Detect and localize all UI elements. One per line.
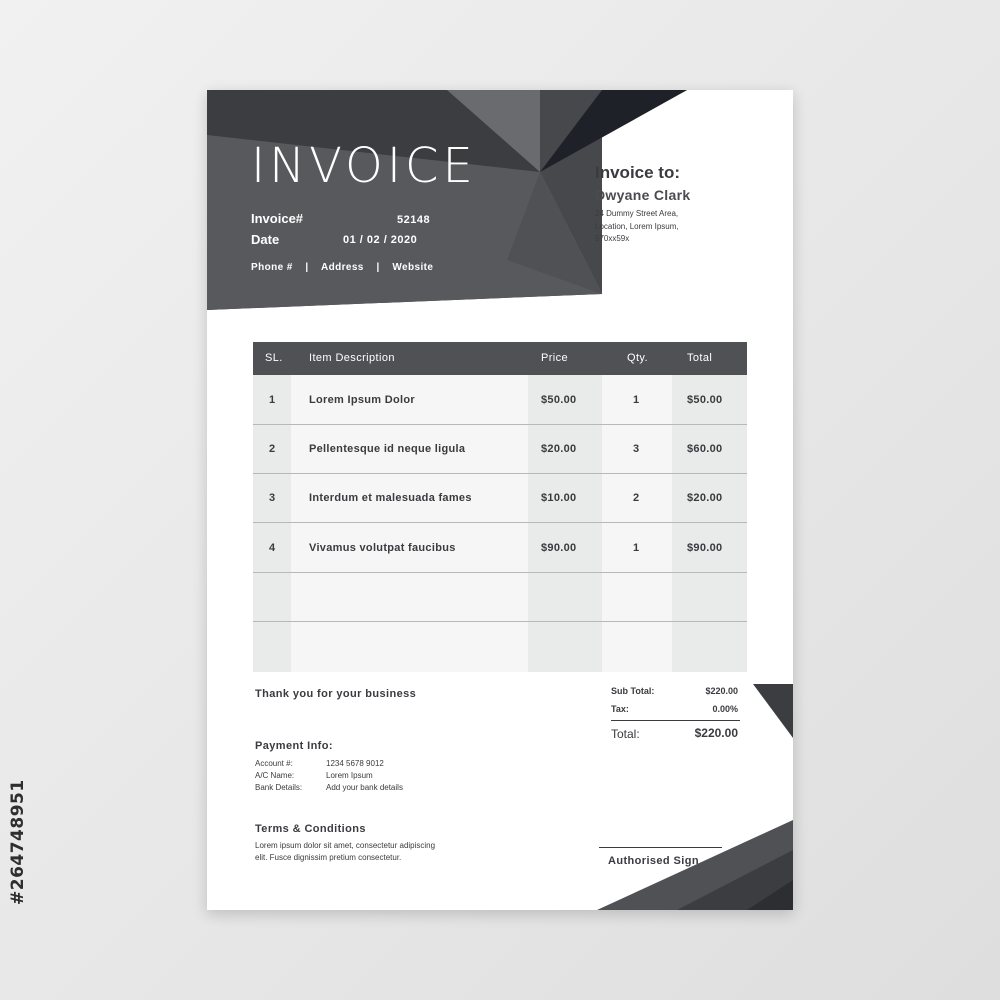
header-sl: SL. xyxy=(265,352,283,364)
row-sl: 2 xyxy=(269,443,276,455)
row-divider xyxy=(253,572,747,573)
payment-info-title: Payment Info: xyxy=(255,740,333,752)
column-light xyxy=(291,375,528,672)
header-total: Total xyxy=(687,352,713,364)
header-qty: Qty. xyxy=(627,352,648,364)
payment-value: Lorem Ipsum xyxy=(326,771,373,780)
date-label: Date xyxy=(251,232,280,247)
stock-id: #264748951 xyxy=(8,779,28,905)
payment-value: Add your bank details xyxy=(326,783,403,792)
column-shade xyxy=(528,375,602,672)
authorised-sign: Authorised Sign xyxy=(608,855,699,867)
row-sl: 4 xyxy=(269,542,276,554)
row-description: Interdum et malesuada fames xyxy=(309,492,472,504)
invoice-title: INVOICE xyxy=(251,138,477,194)
row-description: Lorem Ipsum Dolor xyxy=(309,394,415,406)
row-sl: 3 xyxy=(269,492,276,504)
tax-label: Tax: xyxy=(611,704,629,714)
total-label: Total: xyxy=(611,727,640,741)
table-header xyxy=(253,342,747,375)
row-qty: 3 xyxy=(633,443,640,455)
payment-label: A/C Name: xyxy=(255,771,295,780)
total-value: $220.00 xyxy=(694,726,738,740)
recipient-address-line: 24 Dummy Street Area, xyxy=(595,209,679,218)
row-price: $50.00 xyxy=(541,394,577,406)
row-qty: 1 xyxy=(633,394,640,406)
row-qty: 2 xyxy=(633,492,640,504)
row-price: $90.00 xyxy=(541,542,577,554)
row-description: Pellentesque id neque ligula xyxy=(309,443,466,455)
row-qty: 1 xyxy=(633,542,640,554)
totals-divider xyxy=(611,720,740,721)
terms-title: Terms & Conditions xyxy=(255,823,366,835)
payment-value: 1234 5678 9012 xyxy=(326,759,384,768)
invoice-to-label: Invoice to: xyxy=(595,163,681,182)
row-price: $20.00 xyxy=(541,443,577,455)
row-price: $10.00 xyxy=(541,492,577,504)
row-divider xyxy=(253,473,747,474)
tax-value: 0.00% xyxy=(712,704,738,714)
contact-line: Phone # | Address | Website xyxy=(251,262,434,273)
row-description: Vivamus volutpat faucibus xyxy=(309,542,456,554)
terms-text: Lorem ipsum dolor sit amet, consectetur adipiscing xyxy=(255,841,436,850)
row-total: $60.00 xyxy=(687,443,723,455)
header-description: Item Description xyxy=(309,352,395,364)
header-price: Price xyxy=(541,352,569,364)
row-total: $90.00 xyxy=(687,542,723,554)
subtotal-value: $220.00 xyxy=(705,686,738,696)
row-total: $50.00 xyxy=(687,394,723,406)
recipient-address-line: 570xx59x xyxy=(595,234,630,243)
row-divider xyxy=(253,424,747,425)
date-value: 01 / 02 / 2020 xyxy=(343,234,418,246)
column-shade xyxy=(672,375,747,672)
recipient-name: Dwyane Clark xyxy=(595,187,691,203)
payment-label: Bank Details: xyxy=(255,783,303,792)
items-table xyxy=(253,342,747,672)
recipient-address-line: Location, Lorem Ipsum, xyxy=(595,222,679,231)
row-sl: 1 xyxy=(269,394,276,406)
invoice-sheet xyxy=(207,90,793,910)
invoice-number-label: Invoice# xyxy=(251,211,304,226)
row-divider xyxy=(253,522,747,523)
subtotal-label: Sub Total: xyxy=(611,686,655,696)
payment-label: Account #: xyxy=(255,759,293,768)
row-total: $20.00 xyxy=(687,492,723,504)
terms-text: elit. Fusce dignissim pretium consectetur. xyxy=(255,853,402,862)
row-divider xyxy=(253,621,747,622)
column-shade xyxy=(253,375,291,672)
column-light xyxy=(602,375,672,672)
signature-line xyxy=(599,847,722,848)
invoice-number-value: 52148 xyxy=(397,214,431,226)
thanks-message: Thank you for your business xyxy=(255,688,417,700)
